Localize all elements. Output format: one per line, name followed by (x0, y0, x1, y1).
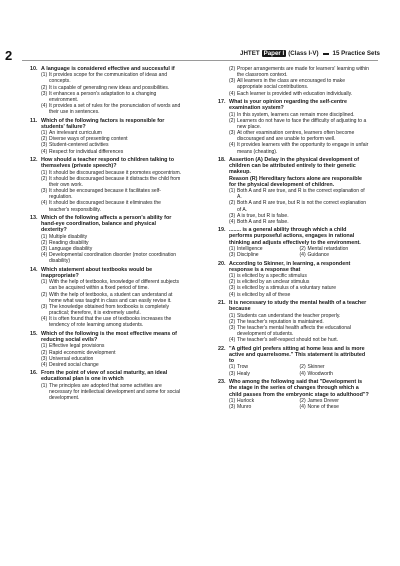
option-text: Munro (237, 403, 252, 410)
option (41, 362, 182, 368)
option (41, 252, 182, 264)
option-text: The principles are adopted that some activities are necessary for intellectual development and some for social development. (49, 382, 181, 402)
option (229, 118, 370, 130)
option (229, 371, 300, 377)
option-text: James Drever (307, 397, 339, 404)
option-number: (3) (41, 355, 48, 362)
option-number: (4) (41, 361, 48, 368)
options-grid (218, 398, 370, 410)
option-number: (2) (41, 84, 48, 91)
option-number: (2) (41, 239, 48, 246)
question-block (30, 331, 182, 368)
option-number: (1) (229, 312, 236, 319)
reason-statement (218, 176, 370, 188)
question-text: Which of the following factors is responsible for students' failure? (41, 117, 165, 130)
options-list (30, 343, 182, 368)
question-stem (218, 379, 370, 398)
option-text: Reading disability (49, 239, 89, 246)
question-block (30, 267, 182, 329)
option-number: (1) (41, 130, 48, 137)
option-text: is elicited by a specific stimulus (237, 273, 307, 280)
question-stem (218, 227, 370, 246)
option-text: Woodworth (307, 370, 333, 377)
option-number: (1) (41, 72, 48, 79)
question-text: It is necessary to study the mental health of a teacher because (229, 299, 367, 313)
option (229, 78, 370, 90)
right-column (218, 66, 370, 412)
question-number: 20. (218, 260, 226, 267)
option-text: Proper arrangements are made for learners' learning within the classroom context. (237, 66, 369, 79)
option-number: (2) (229, 318, 236, 325)
option-number: (3) (229, 212, 236, 219)
question-number: 14. (30, 266, 38, 273)
option-number: (2) (299, 246, 306, 253)
question-block (218, 99, 370, 155)
option-text: At other examination centres, learners often become discouraged and are unable to perform well. (237, 130, 355, 143)
question-number: 21. (218, 299, 226, 306)
option-text: It should be discouraged because it eliminates the teacher's responsibility. (49, 200, 161, 213)
header-bar-icon (323, 53, 329, 55)
question-number: 17. (218, 98, 226, 105)
option-number: (4) (299, 252, 306, 259)
question-block (30, 370, 182, 401)
option (229, 130, 370, 142)
question-stem (218, 157, 370, 176)
option-text: Healy (237, 370, 250, 377)
option (41, 200, 182, 212)
option-number: (2) (41, 349, 48, 356)
question-text: A language is considered effective and successful if (41, 66, 175, 72)
options-grid (218, 364, 370, 376)
option-text: It enhances a person's adaptation to a changing environment. (49, 90, 157, 103)
option-text: None of these (307, 403, 339, 410)
option-text: Trow (237, 364, 249, 371)
question-text: Which statement about textbooks would be inappropriate? (41, 266, 153, 280)
option-text: With the help of textbooks, a student can understand at home what was taught in class and can easily revise it. (49, 291, 173, 304)
option-number: (3) (229, 285, 236, 292)
question-block (30, 66, 182, 115)
option-text: The teacher's mental health affects the educational development of students. (237, 324, 351, 338)
reason-text: Hereditary factors alone are responsible for the physical development of children. (229, 175, 363, 188)
option (41, 103, 182, 115)
option-text: Students can understand the teacher properly. (237, 312, 341, 319)
option-number: (1) (229, 364, 236, 371)
option (300, 404, 371, 410)
options-grid (218, 246, 370, 258)
options-list (218, 66, 370, 97)
page-number: 2 (5, 48, 13, 63)
option-text: Both A and R are true, but R is not the correct explanation of A. (237, 200, 367, 213)
option-text: Effective legal provisions (49, 343, 105, 350)
question-stem (218, 99, 370, 112)
question-text: "A gifted girl prefers sitting at home less and is more active and quarrelsome." This statement is attributed to (229, 345, 366, 365)
option (41, 316, 182, 328)
option-number: (1) (229, 246, 236, 253)
option (229, 188, 370, 200)
option-text: Each learner is provided with education individually. (237, 90, 353, 97)
question-text: What is your opinion regarding the self-centre examination system? (229, 98, 348, 112)
option-text: Multiple disability (49, 233, 88, 240)
option-text: It provides scope for the communication of ideas and concepts. (49, 72, 168, 85)
question-stem (218, 346, 370, 365)
option-text: All learners in the class are encouraged to make appropriate social contributions. (237, 78, 346, 91)
option-text: In this system, learners can remain more disciplined. (237, 111, 355, 118)
option (41, 176, 182, 188)
option-number: (1) (229, 188, 236, 195)
option-number: (2) (229, 200, 236, 207)
option-text: Universal education (49, 355, 94, 362)
option-number: (1) (229, 397, 236, 404)
question-block (30, 157, 182, 213)
option-number: (3) (229, 130, 236, 137)
option (41, 149, 182, 155)
option-number: (1) (229, 273, 236, 280)
option (41, 91, 182, 103)
question-continuation (218, 66, 370, 97)
option-text: Student-centered activities (49, 142, 109, 149)
option-number: (1) (229, 111, 236, 118)
option (41, 72, 182, 84)
question-number: 13. (30, 214, 38, 221)
option-text: Both A and R are false. (237, 218, 289, 225)
question-block (218, 261, 370, 298)
option-number: (3) (229, 252, 236, 259)
option-number: (4) (41, 252, 48, 259)
question-text: Which of the following is the most effective means of reducing social evils? (41, 330, 177, 344)
option-number: (4) (41, 316, 48, 323)
question-stem (30, 331, 182, 344)
option (41, 188, 182, 200)
option-text: Developmental coordination disorder (motor coordination disability) (49, 252, 177, 265)
option (229, 325, 370, 337)
options-list (30, 383, 182, 401)
option-number: (3) (41, 303, 48, 310)
question-text: From the point of view of social maturity, an ideal educational plan is one in which (41, 370, 168, 383)
option-number: (4) (229, 337, 236, 344)
option-text: Skinner (307, 364, 325, 371)
option (41, 383, 182, 401)
options-list (218, 273, 370, 298)
options-list (30, 234, 182, 265)
option-text: is elicited by a stimulus of a voluntary nature (237, 285, 337, 292)
question-block (218, 379, 370, 410)
question-stem (30, 267, 182, 280)
question-number: 10. (30, 66, 38, 72)
option-number: (2) (299, 364, 306, 371)
question-text: How should a teacher respond to children talking to themselves (private speech)? (41, 156, 174, 170)
option-text: It provides learners with the opportunity to engage in unfair means (cheating). (237, 142, 369, 155)
question-block (30, 215, 182, 265)
question-block (218, 157, 370, 225)
option-number: (1) (41, 343, 48, 350)
option-number: (1) (41, 279, 48, 286)
option-text: Discipline (237, 252, 259, 259)
option (229, 292, 370, 298)
option-number: (3) (41, 90, 48, 97)
option (229, 337, 370, 343)
question-number: 12. (30, 156, 38, 163)
question-text: Which of the following affects a person's ability for hand-eye coordination, balance and physical dexterity? (41, 214, 172, 234)
options-list (218, 188, 370, 225)
option-number: (4) (299, 403, 306, 410)
question-stem (30, 215, 182, 234)
option-text: It is capable of generating new ideas and possibilities. (49, 84, 170, 91)
option-number: (2) (41, 291, 48, 298)
option-text: It should be discouraged because it distracts the child from their own work. (49, 175, 181, 188)
question-number: 15. (30, 330, 38, 337)
option-number: (4) (299, 370, 306, 377)
option-number: (4) (229, 291, 236, 298)
option-text: With the help of textbooks, knowledge of different subjects can be acquired within a fixed period of time. (49, 279, 180, 292)
question-number: 16. (30, 370, 38, 377)
option-text: Learners do not have to face the difficulty of adjusting to a new place. (237, 117, 367, 130)
option-text: Both A and R are true, and R is the correct explanation of A. (237, 188, 365, 201)
series-title: 15 Practice Sets (332, 50, 380, 57)
option (229, 404, 300, 410)
option-number: (4) (41, 103, 48, 110)
option-number: (4) (229, 90, 236, 97)
option (41, 292, 182, 304)
option-text: It is often found that the use of textbooks increases the tendency of rote learning among students. (49, 316, 172, 329)
option (229, 66, 370, 78)
option (229, 252, 300, 258)
option-text: The teacher's self-respect should not be hurt. (237, 337, 339, 344)
option-text: Intelligence (237, 246, 263, 253)
option-number: (2) (229, 279, 236, 286)
options-list (30, 130, 182, 155)
option-number: (4) (41, 148, 48, 155)
option (229, 142, 370, 154)
question-number: 18. (218, 156, 226, 163)
option-number: (3) (41, 188, 48, 195)
option-number: (3) (229, 324, 236, 331)
option-text: An irrelevant curriculum (49, 130, 103, 137)
option-text: Guidance (307, 252, 330, 259)
question-stem (218, 261, 370, 274)
question-stem (30, 118, 182, 131)
option-number: (3) (41, 142, 48, 149)
question-block (218, 227, 370, 258)
question-number: 23. (218, 378, 226, 385)
option-number: (4) (229, 142, 236, 149)
paper-tag: Paper I (263, 50, 285, 57)
question-block (30, 118, 182, 155)
option-number: (2) (41, 175, 48, 182)
question-number: 11. (30, 117, 38, 124)
option-text: Diverse ways of presenting content (49, 136, 128, 143)
class-info: (Class I-V) (288, 50, 319, 57)
options-list (218, 112, 370, 155)
reason-label: Reason (R) (229, 175, 259, 182)
question-stem (30, 370, 182, 383)
option-text: Hurlock (237, 397, 255, 404)
option-number: (1) (41, 233, 48, 240)
option (41, 304, 182, 316)
option-text: is elicited by an unclear stimulus (237, 279, 310, 286)
option-number: (1) (41, 382, 48, 389)
option-text: It provides a set of rules for the pronunciation of words and their use in sentences. (49, 103, 181, 116)
option-number: (3) (229, 370, 236, 377)
option (300, 371, 371, 377)
question-block (218, 300, 370, 343)
option-text: The teacher's reputation is maintained. (237, 318, 324, 325)
option-number: (2) (299, 397, 306, 404)
option-number: (2) (41, 136, 48, 143)
question-text: ........ is a general ability through which a child performs purposeful actions, engages in rational thinking and adjusts effectively to the environment. (229, 227, 361, 246)
option-text: Mental retardation (307, 246, 349, 253)
question-stem (30, 157, 182, 170)
option-text: Rapid economic development (49, 349, 116, 356)
option-number: (2) (229, 66, 236, 72)
question-text: Who among the following said that "Development is the stage in the series of changes through which a child passes from the embryonic stage to adulthood"? (229, 378, 369, 398)
options-list (218, 313, 370, 344)
question-text: According to Skinner, in learning, a respondent response is a response that (229, 260, 351, 273)
exam-name: JHTET (240, 50, 260, 57)
options-list (30, 72, 182, 115)
option-number: (3) (229, 403, 236, 410)
question-number: 22. (218, 345, 226, 352)
question-text: Assertion (A) Delay in the physical development of children can be attributed entirely to their genetic makeup. (229, 156, 360, 176)
question-number: 19. (218, 227, 226, 234)
option-text: It should be discouraged because it promotes egocentrism. (49, 169, 182, 176)
option-text: is elicited by all of these (237, 291, 291, 298)
option (229, 200, 370, 212)
option-text: It should be encouraged because it facilitates self-regulation. (49, 188, 161, 201)
option (229, 219, 370, 225)
option-text: Language disability (49, 246, 93, 253)
option-number: (4) (41, 200, 48, 207)
question-block (218, 346, 370, 377)
option-text: A is true, but R is false. (237, 212, 289, 219)
option-number: (4) (229, 218, 236, 225)
option-number: (3) (41, 246, 48, 253)
option (41, 279, 182, 291)
running-header (240, 50, 380, 57)
option-number: (2) (229, 117, 236, 124)
options-list (30, 170, 182, 213)
option-number: (3) (229, 78, 236, 85)
option-text: Desired social change (49, 361, 99, 368)
left-column (30, 66, 182, 403)
question-stem (218, 300, 370, 313)
header-rule (22, 60, 378, 61)
options-list (30, 279, 182, 328)
option-number: (1) (41, 169, 48, 176)
option-text: Respect for individual differences (49, 148, 124, 155)
option (300, 252, 371, 258)
option (229, 91, 370, 97)
option-text: The knowledge obtained from textbooks is completely practical; therefore, it is extremely useful. (49, 303, 170, 317)
